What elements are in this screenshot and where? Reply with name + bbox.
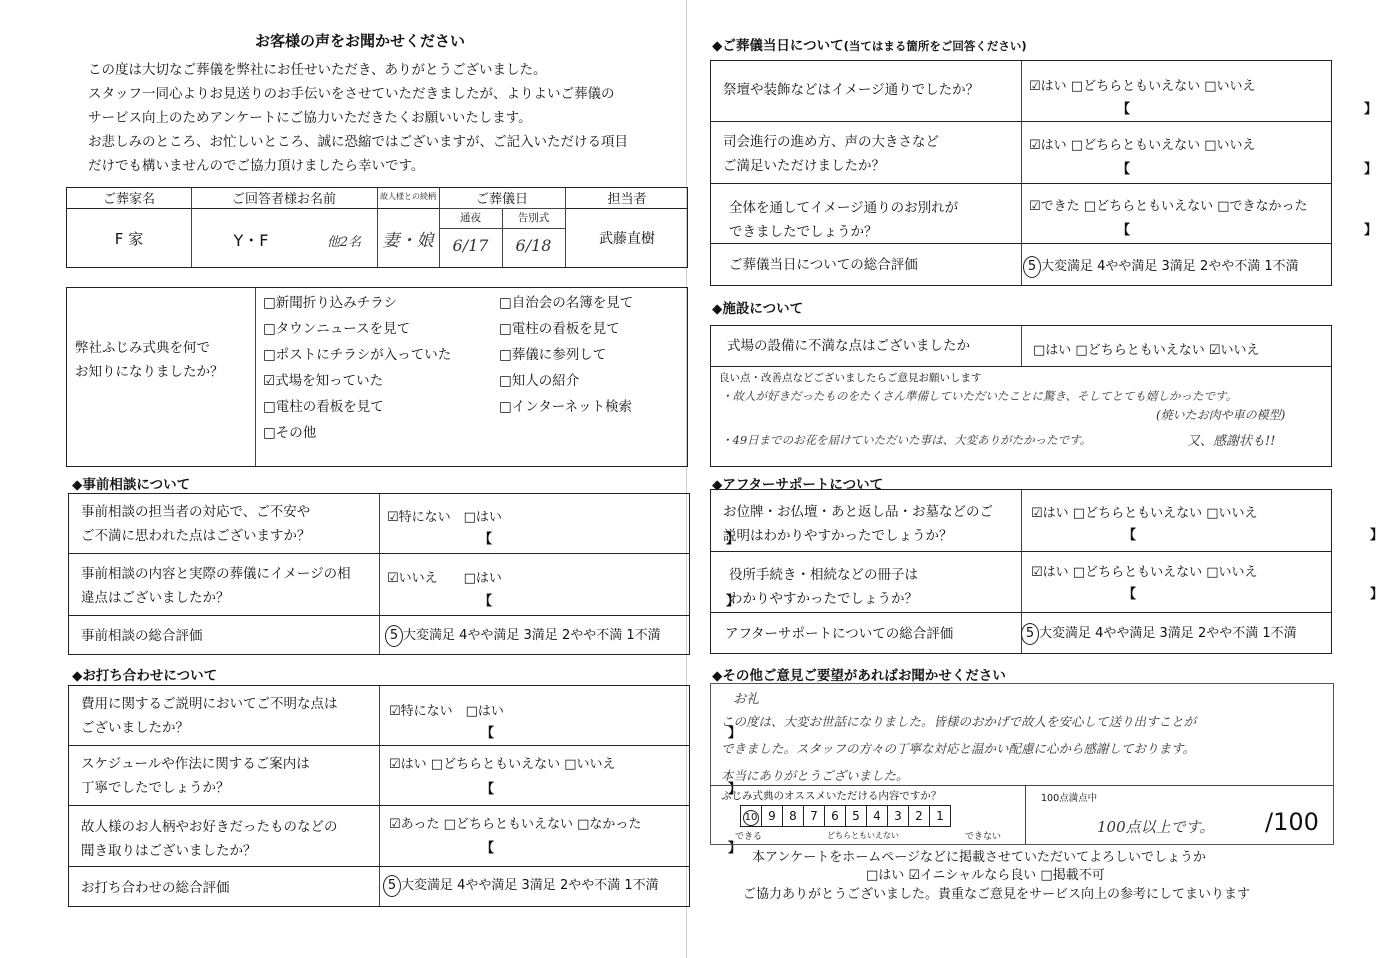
facility-comment2-note[interactable]: 又、感謝状も!! [1187,434,1276,449]
funeral-day-q3: 全体を通してイメージ通りのお別れが できましたでしょうか？ [729,200,959,240]
facility-comment1-note[interactable]: (焼いたお肉や車の模型) [1156,408,1286,422]
pre-consult-box [68,493,740,655]
funeral-day-bracket2[interactable]: 【 】 [1117,162,1378,177]
pre-consult-q1: 事前相談の担当者の対応で、ご不安や ご不満に思われた点はございますか？ [81,504,311,544]
funeral-day-bracket3[interactable]: 【 】 [1117,223,1378,238]
header-date: ご葬儀日 [475,192,528,207]
meeting-a1[interactable]: ☑特にない □はい [389,704,504,719]
how-known-col1[interactable]: □新聞折り込みチラシ □タウンニュースを見て □ポストにチラシが入っていた ☑式場を知っていた □電柱の看板を見て □その他 [263,295,452,441]
recommend-scale-mid: どちらともいえない [827,831,899,840]
pre-consult-bracket2[interactable]: 【 】 [479,594,740,609]
value-kokubetsu: 6/18 [515,236,552,255]
facility-a1[interactable]: □はい □どちらともいえない ☑いいえ [1033,343,1260,358]
after-bracket2[interactable]: 【 】 [1123,587,1383,602]
funeral-day-rating[interactable]: 5 大変満足 4やや満足 3満足 2やや不満 1不満 [1023,255,1299,278]
value-family: F 家 [114,230,144,248]
recommend-scale-right: できない [965,832,1002,842]
how-known-col2[interactable]: □自治会の名簿を見て □電柱の看板を見て □葬儀に参列して □知人の紹介 □インターネット検索 [499,295,634,415]
meeting-heading: ◆お打ち合わせについて [72,668,218,684]
after-rating[interactable]: 5 大変満足 4やや満足 3満足 2やや不満 1不満 [1021,622,1297,645]
facility-comment2[interactable]: ・49日までのお花を届けていただいた事は、大変ありがたかったです。 [721,433,1092,447]
recommend-digit-2[interactable]: 2 [908,805,930,827]
pre-consult-a1[interactable]: ☑特にない □はい [387,510,502,525]
after-q2: 役所手続き・相続などの冊子は わかりやすかったでしょうか？ [729,567,918,607]
meeting-q3: 故人様のお人柄やお好きだったものなどの 聞き取りはございましたか？ [81,819,338,859]
recommend-digit-1[interactable]: 1 [929,805,951,827]
meeting-q1: 費用に関するご説明においてご不明な点は ございましたか？ [81,696,338,736]
funeral-day-a1[interactable]: ☑はい □どちらともいえない □いいえ [1029,79,1256,94]
value-relation: 妻・娘 [382,231,434,251]
facility-q1: 式場の設備に不満な点はございましたか [727,338,970,354]
facility-comment-label: 良い点・改善点などございましたらご意見お願いします [719,372,982,384]
header-tsuya: 通夜 [460,212,481,224]
meeting-rating[interactable]: 5 大変満足 4やや満足 3満足 2やや不満 1不満 [383,874,659,897]
score-label: 100点満点中 [1041,793,1098,804]
info-table [66,187,688,268]
meeting-a3[interactable]: ☑あった □どちらともいえない □なかった [389,817,642,832]
publish-options[interactable]: □はい ☑イニシャルなら良い □掲載不可 [866,868,1105,883]
recommend-digit-6[interactable]: 6 [824,805,846,827]
funeral-day-bracket1[interactable]: 【 】 [1117,102,1378,117]
meeting-bracket1[interactable]: 【 】 [481,726,742,741]
pre-consult-q2: 事前相談の内容と実際の葬儀にイメージの相 違点はございましたか？ [81,566,351,606]
recommend-digit-5[interactable]: 5 [845,805,867,827]
other-heading: ◆その他ご意見ご要望があればお聞かせください [712,668,1006,684]
recommend-scale[interactable] [741,805,951,827]
after-heading: ◆アフターサポートについて [712,477,884,493]
funeral-day-q2: 司会進行の進め方、声の大きさなど ご満足いただけましたか？ [723,134,939,174]
value-respondent: Y・F [233,231,269,250]
other-box [710,683,1334,845]
pre-consult-rating[interactable]: 5 大変満足 4やや満足 3満足 2やや不満 1不満 [385,624,661,647]
meeting-q2: スケジュールや作法に関するご案内は 丁寧でしたでしょうか？ [81,756,310,796]
after-q3: アフターサポートについての総合評価 [725,626,954,642]
pre-consult-heading: ◆事前相談について [72,477,191,493]
funeral-day-q1: 祭壇や装飾などはイメージ通りでしたか？ [723,82,980,98]
score-text[interactable]: 100点以上です。 [1097,818,1215,836]
publish-question: 本アンケートをホームページなどに掲載させていただいてよろしいでしょうか [752,850,1206,865]
recommend-digit-10[interactable]: 10 [740,805,762,827]
meeting-q4: お打ち合わせの総合評価 [81,880,230,896]
other-text1[interactable]: お礼 [733,692,760,707]
other-text4[interactable]: 本当にありがとうございました。 [721,768,909,783]
recommend-scale-left: できる [735,832,763,842]
header-relation: 故人様との続柄 [380,192,436,201]
funeral-day-box [710,60,1378,286]
intro-text: この度は大切なご葬儀を弊社にお任せいただき、ありがとうございました。 スタッフ一同心よりお見送りのお手伝いをさせていただきましたが、よりよいご葬儀の サービス向上のためアンケートにご協力いただきたくお願いいたします。 お悲しみのところ、お忙しいところ、誠に恐縮ではございますが、ご記入いただける項目 だけでも構いませんのでご協力頂けましたら幸いです。 [88,62,628,174]
value-respondent-note: 他2名 [326,235,362,250]
funeral-day-q4: ご葬儀当日についての総合評価 [729,257,918,273]
facility-heading: ◆施設について [712,301,804,317]
recommend-digit-7[interactable]: 7 [803,805,825,827]
pre-consult-q3: 事前相談の総合評価 [81,628,203,644]
page-title: お客様の声をお聞かせください [255,32,466,50]
meeting-a2[interactable]: ☑はい □どちらともいえない □いいえ [389,757,616,772]
funeral-day-a3[interactable]: ☑できた □どちらともいえない □できなかった [1029,199,1308,214]
recommend-digit-8[interactable]: 8 [782,805,804,827]
header-staff: 担当者 [607,192,647,207]
recommend-label: ふじみ式典のオススメいただける内容ですか？ [721,790,942,802]
other-text2[interactable]: この度は、大変お世話になりました。皆様のおかげで故人を安心して送り出すことが [721,714,1197,729]
meeting-bracket3[interactable]: 【 】 [481,841,742,856]
recommend-digit-4[interactable]: 4 [866,805,888,827]
recommend-digit-3[interactable]: 3 [887,805,909,827]
after-a1[interactable]: ☑はい □どちらともいえない □いいえ [1031,506,1258,521]
thanks-text: ご協力ありがとうございました。貴重なご意見をサービス向上の参考にしてまいります [743,887,1251,902]
header-respondent: ご回答者様お名前 [231,192,336,207]
score-total: /100 [1265,808,1319,836]
how-known-box [66,287,688,467]
after-bracket1[interactable]: 【 】 [1123,528,1383,543]
funeral-day-heading: ◆ご葬儀当日について(当てはまる箇所をご回答ください) [712,38,1027,54]
other-text3[interactable]: できました。スタッフの方々の丁寧な対応と温かい配慮に心から感謝しております。 [721,741,1196,756]
recommend-digit-9[interactable]: 9 [761,805,783,827]
funeral-day-a2[interactable]: ☑はい □どちらともいえない □いいえ [1029,138,1256,153]
after-q1: お位牌・お仏壇・あと返し品・お墓などのご 説明はわかりやすかったでしょうか？ [723,504,993,544]
after-box [710,489,1383,654]
value-staff: 武藤直樹 [599,231,655,247]
how-known-question: 弊社ふじみ式典を何で お知りになりましたか？ [75,340,224,380]
meeting-bracket2[interactable]: 【 】 [481,782,742,797]
header-kokubetsu: 告別式 [517,212,550,224]
facility-comment1[interactable]: ・故人が好きだったものをたくさん準備していただいたことに驚き、そしてとても嬉しかったです。 [721,389,1238,403]
value-tsuya: 6/17 [452,236,489,255]
meeting-box [68,685,742,907]
header-family: ご葬家名 [102,192,155,207]
pre-consult-a2[interactable]: ☑いいえ □はい [387,571,502,586]
facility-box [710,325,1332,467]
pre-consult-bracket1[interactable]: 【 】 [479,532,740,547]
after-a2[interactable]: ☑はい □どちらともいえない □いいえ [1031,565,1258,580]
